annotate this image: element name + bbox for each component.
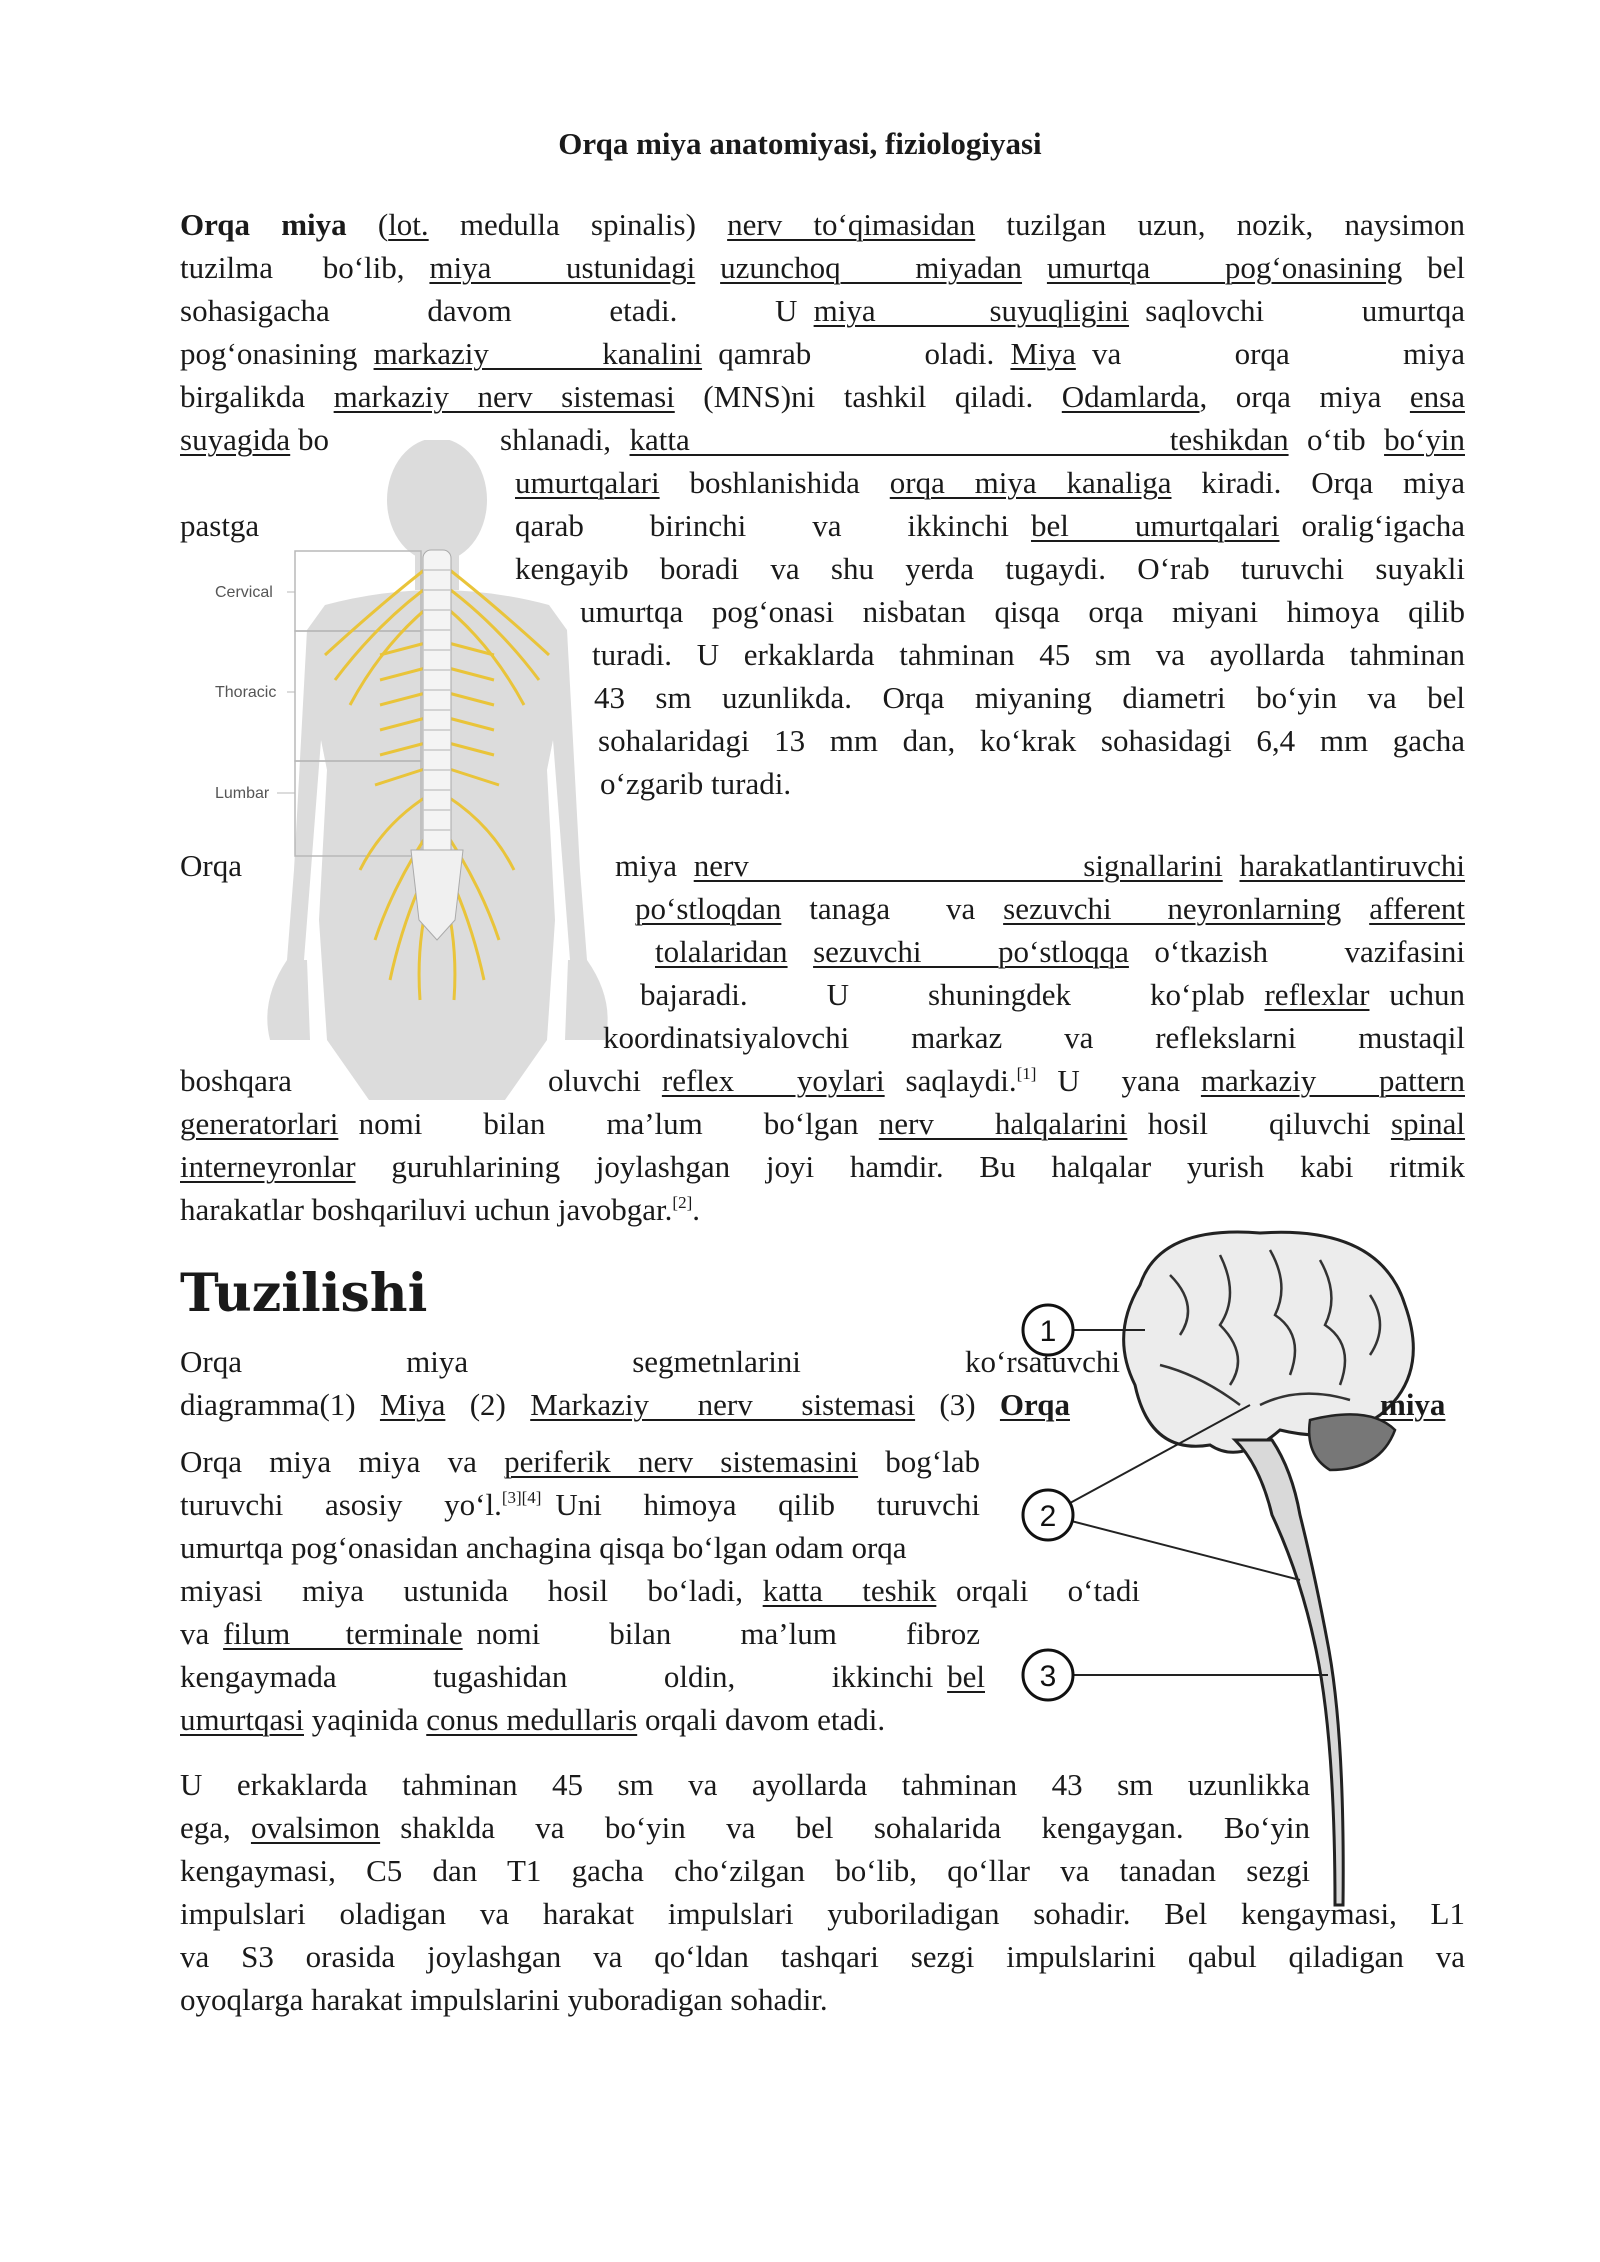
text-run: tuzilgan uzun, nozik, naysimon	[975, 207, 1465, 242]
wiki-link[interactable]: Markaziy nerv sistemasi	[530, 1387, 916, 1422]
text-run: nomi bilan ma’lum fibroz	[462, 1616, 981, 1651]
wiki-link[interactable]: reflex yoylari	[661, 1063, 885, 1098]
wiki-link[interactable]: ensa	[1409, 379, 1465, 414]
text-run: bo	[290, 422, 329, 457]
svg-text:2: 2	[1039, 1500, 1057, 1533]
text-line	[180, 1657, 985, 1697]
text-run	[1341, 891, 1369, 926]
wiki-link[interactable]: reflexlar	[1264, 977, 1370, 1012]
text-line	[515, 506, 1465, 546]
text-run: birgalikda	[180, 379, 334, 414]
text-line	[615, 846, 1465, 886]
wiki-link[interactable]: nerv to‘qimasidan	[727, 207, 976, 242]
text-line	[515, 549, 1465, 589]
wiki-link[interactable]: bel	[947, 1659, 985, 1694]
text-run: medulla spinalis)	[428, 207, 728, 242]
text-line	[655, 932, 1465, 972]
wiki-link[interactable]: generatorlari	[180, 1106, 339, 1141]
text-run: va S3 orasida joylashgan va qo‘ldan tashqari sezgi impulslarini qabul qiladigan va	[180, 1939, 1465, 1974]
svg-text:3: 3	[1039, 1660, 1057, 1693]
text-run: oyoqlarga harakat impulslarini yuboradigan sohadir.	[180, 1982, 828, 2017]
text-line	[180, 205, 1465, 245]
wiki-link[interactable]: conus medullaris	[426, 1702, 638, 1737]
document-title: Orqa miya anatomiyasi, fiziologiyasi	[558, 126, 1042, 161]
wiki-link[interactable]: ovalsimon	[250, 1810, 381, 1845]
text-run: 43 sm uzunlikda. Orqa miyaning diametri bo‘yin va bel	[594, 680, 1465, 715]
text-run: umurtqa pog‘onasi nisbatan qisqa orqa miyani himoya qilib	[580, 594, 1465, 629]
citation-ref[interactable]: [2]	[672, 1193, 693, 1212]
text-line	[180, 1342, 1120, 1382]
text-run: turadi. U erkaklarda tahminan 45 sm va ayollarda tahminan	[592, 637, 1465, 672]
text-run: uchun	[1369, 977, 1465, 1012]
text-run: saqlaydi.	[884, 1063, 1017, 1098]
wiki-link[interactable]: afferent	[1369, 891, 1465, 926]
label-cervical: Cervical	[215, 584, 273, 601]
text-run: umurtqa pog‘onasidan anchagina qisqa bo‘lgan odam orqa	[180, 1530, 907, 1565]
text-line	[515, 463, 1465, 503]
wiki-link[interactable]: orqa miya kanaliga	[889, 465, 1172, 500]
text-line	[180, 1485, 980, 1525]
wiki-link[interactable]: spinal	[1390, 1106, 1466, 1141]
wiki-link[interactable]: miya	[1380, 1387, 1446, 1422]
text-run: Uni himoya qilib turuvchi	[541, 1487, 980, 1522]
text-line	[592, 635, 1465, 675]
wiki-link[interactable]: umurtqasi	[180, 1702, 304, 1737]
wiki-link[interactable]: po‘stloqdan	[635, 891, 782, 926]
label-lumbar: Lumbar	[215, 785, 270, 802]
wiki-link[interactable]: Odamlarda	[1061, 379, 1200, 414]
text-run: shlanadi,	[500, 422, 630, 457]
brain-illustration	[1124, 1232, 1414, 1470]
text-run: impulslari oladigan va harakat impulslari yuboriladigan sohadir. Bel kengaymasi, L1	[180, 1896, 1465, 1931]
wiki-link[interactable]: Orqa	[999, 1387, 1070, 1422]
wiki-link[interactable]: katta teshik	[762, 1573, 937, 1608]
text-run: U yana	[1036, 1063, 1201, 1098]
text-line	[180, 1980, 1080, 2020]
citation-ref[interactable]: [1]	[1016, 1064, 1037, 1083]
text-run: va	[180, 1616, 224, 1651]
text-run: (MNS)ni tashkil qiladi.	[674, 379, 1062, 414]
wiki-link[interactable]: sezuvchi neyronlarning	[1003, 891, 1342, 926]
text-run: o‘tkazish vazifasini	[1128, 934, 1466, 969]
text-line	[180, 1104, 1465, 1144]
text-line	[180, 1061, 330, 1101]
wiki-link[interactable]: harakatlantiruvchi	[1239, 848, 1465, 883]
text-run: .	[692, 1192, 700, 1227]
text-run: shaklda va bo‘yin va bel sohalarida kengaygan. Bo‘yin	[380, 1810, 1310, 1845]
wiki-link[interactable]: markaziy kanalini	[373, 336, 703, 371]
text-line	[640, 975, 1465, 1015]
text-run: kengaymada tugashidan oldin, ikkinchi	[180, 1659, 948, 1694]
svg-text:1: 1	[1039, 1315, 1057, 1348]
text-run: oluvchi	[548, 1063, 662, 1098]
text-line	[635, 889, 1465, 929]
text-run: o‘zgarib turadi.	[600, 766, 792, 801]
wiki-link[interactable]: suyagida	[180, 422, 291, 457]
wiki-link[interactable]: lot.	[388, 207, 429, 242]
text-run: tanaga va	[781, 891, 1004, 926]
wiki-link[interactable]: tolalaridan	[655, 934, 788, 969]
text-run: hosil qiluvchi	[1127, 1106, 1391, 1141]
wiki-link[interactable]: nerv signallarini	[693, 848, 1223, 883]
wiki-link[interactable]: filum terminale	[223, 1616, 463, 1651]
text-run: orqali o‘tadi	[936, 1573, 1140, 1608]
text-line	[180, 248, 1465, 288]
wiki-link[interactable]: umurtqalari	[515, 465, 660, 500]
text-run: va orqa miya	[1075, 336, 1465, 371]
text-line	[180, 377, 1465, 417]
wiki-link[interactable]: Miya	[1010, 336, 1076, 371]
text-line	[600, 764, 1465, 804]
text-line	[548, 1061, 1465, 1101]
text-run: nomi bilan ma’lum bo‘lgan	[338, 1106, 879, 1141]
text-run	[695, 250, 720, 285]
callout-3	[1023, 1650, 1073, 1700]
text-line	[598, 721, 1465, 761]
text-run: turuvchi asosiy yo‘l.	[180, 1487, 502, 1522]
text-line	[180, 846, 280, 886]
text-run: (3)	[915, 1387, 1000, 1422]
text-run: , orqa miya	[1199, 379, 1410, 414]
text-run: o‘tib	[1288, 422, 1385, 457]
text-run: sohalaridagi 13 mm dan, ko‘krak sohasidagi 6,4 mm gacha	[598, 723, 1465, 758]
text-run: miya	[615, 848, 694, 883]
text-run: kiradi. Orqa miya	[1171, 465, 1465, 500]
text-line	[180, 1442, 980, 1482]
text-run: oralig‘igacha	[1279, 508, 1465, 543]
text-line	[594, 678, 1465, 718]
text-run: Orqa	[180, 848, 242, 883]
text-line	[180, 1528, 1040, 1568]
text-run: kengaymasi, C5 dan T1 gacha cho‘zilgan bo‘lib, qo‘llar va tanadan sezgi	[180, 1853, 1310, 1888]
wiki-link[interactable]: markaziy nerv sistemasi	[333, 379, 675, 414]
text-line	[180, 1894, 1465, 1934]
wiki-link[interactable]: sezuvchi po‘stloqqa	[813, 934, 1129, 969]
text-run	[1223, 848, 1240, 883]
text-line	[180, 1571, 1140, 1611]
text-line	[180, 1808, 1310, 1848]
wiki-link[interactable]: interneyronlar	[180, 1149, 356, 1184]
wiki-link[interactable]: miya suyuqligini	[813, 293, 1130, 328]
wiki-link[interactable]: bo‘yin	[1384, 422, 1465, 457]
text-run: guruhlarining joylashgan joyi hamdir. Bu halqalar yurish kabi ritmik	[355, 1149, 1465, 1184]
text-line	[180, 291, 1465, 331]
wiki-link[interactable]: katta teshikdan	[629, 422, 1289, 457]
text-run: Orqa miya miya va	[180, 1444, 505, 1479]
text-run: kengayib boradi va shu yerda tugaydi. O‘rab turuvchi suyakli	[515, 551, 1465, 586]
text-run: harakatlar boshqariluvi uchun javobgar.	[180, 1192, 673, 1227]
text-run: tuzilma bo‘lib,	[180, 250, 430, 285]
text-run: boshlanishida	[659, 465, 890, 500]
wiki-link[interactable]: bel umurtqalari	[1031, 508, 1280, 543]
text-run: qamrab oladi.	[702, 336, 1011, 371]
text-run: miyasi miya ustunida hosil bo‘ladi,	[180, 1573, 763, 1608]
text-run: bel	[1402, 250, 1466, 285]
text-line	[580, 592, 1465, 632]
text-run: sohasigacha davom etadi. U	[180, 293, 814, 328]
text-run: boshqara	[180, 1063, 292, 1098]
text-line	[180, 1700, 1030, 1740]
text-run: pastga	[180, 508, 260, 543]
wiki-link[interactable]: uzunchoq miyadan	[720, 250, 1023, 285]
wiki-link[interactable]: periferik nerv sistemasini	[504, 1444, 859, 1479]
wiki-link[interactable]: miya ustunidagi	[429, 250, 696, 285]
section-heading: Tuzilishi	[180, 1263, 428, 1324]
text-line	[180, 1765, 1310, 1805]
text-run	[1022, 250, 1047, 285]
text-line	[180, 506, 300, 546]
region-labels	[215, 584, 295, 802]
text-run	[788, 934, 814, 969]
label-thoracic: Thoracic	[215, 684, 277, 701]
text-run: qarab birinchi va ikkinchi	[515, 508, 1032, 543]
citation-ref[interactable]: [3][4]	[501, 1488, 542, 1507]
text-run: U erkaklarda tahminan 45 sm va ayollarda tahminan 43 sm uzunlikka	[180, 1767, 1310, 1802]
text-line	[500, 420, 1465, 460]
text-line	[180, 1937, 1465, 1977]
text-line	[180, 1385, 1070, 1425]
text-run: yaqinida	[304, 1702, 427, 1737]
text-line	[603, 1018, 1465, 1058]
text-run: bog‘lab	[858, 1444, 981, 1479]
text-run: ega,	[180, 1810, 251, 1845]
text-line	[1380, 1385, 1465, 1425]
text-line	[180, 1851, 1310, 1891]
wiki-link[interactable]: markaziy pattern	[1200, 1063, 1465, 1098]
text-run: pog‘onasining	[180, 336, 374, 371]
text-line	[180, 334, 1465, 374]
wiki-link[interactable]: nerv halqalarini	[878, 1106, 1128, 1141]
text-run: Orqa miya segmetnlarini ko‘rsatuvchi	[180, 1344, 1120, 1379]
text-run: (2)	[445, 1387, 531, 1422]
text-run: saqlovchi umurtqa	[1129, 293, 1466, 328]
wiki-link[interactable]: umurtqa pog‘onasining	[1046, 250, 1403, 285]
bold-term: Orqa miya	[180, 207, 347, 242]
text-line	[180, 1614, 980, 1654]
text-run: diagramma(1)	[180, 1387, 380, 1422]
wiki-link[interactable]: Miya	[379, 1387, 446, 1422]
text-run: (	[346, 207, 389, 242]
text-line	[180, 1190, 1180, 1230]
text-line	[180, 420, 370, 460]
text-run: bajaradi. U shuningdek ko‘plab	[640, 977, 1265, 1012]
text-run: orqali davom etadi.	[637, 1702, 886, 1737]
text-line	[180, 1147, 1465, 1187]
text-run: koordinatsiyalovchi markaz va reflekslarni mustaqil	[603, 1020, 1465, 1055]
